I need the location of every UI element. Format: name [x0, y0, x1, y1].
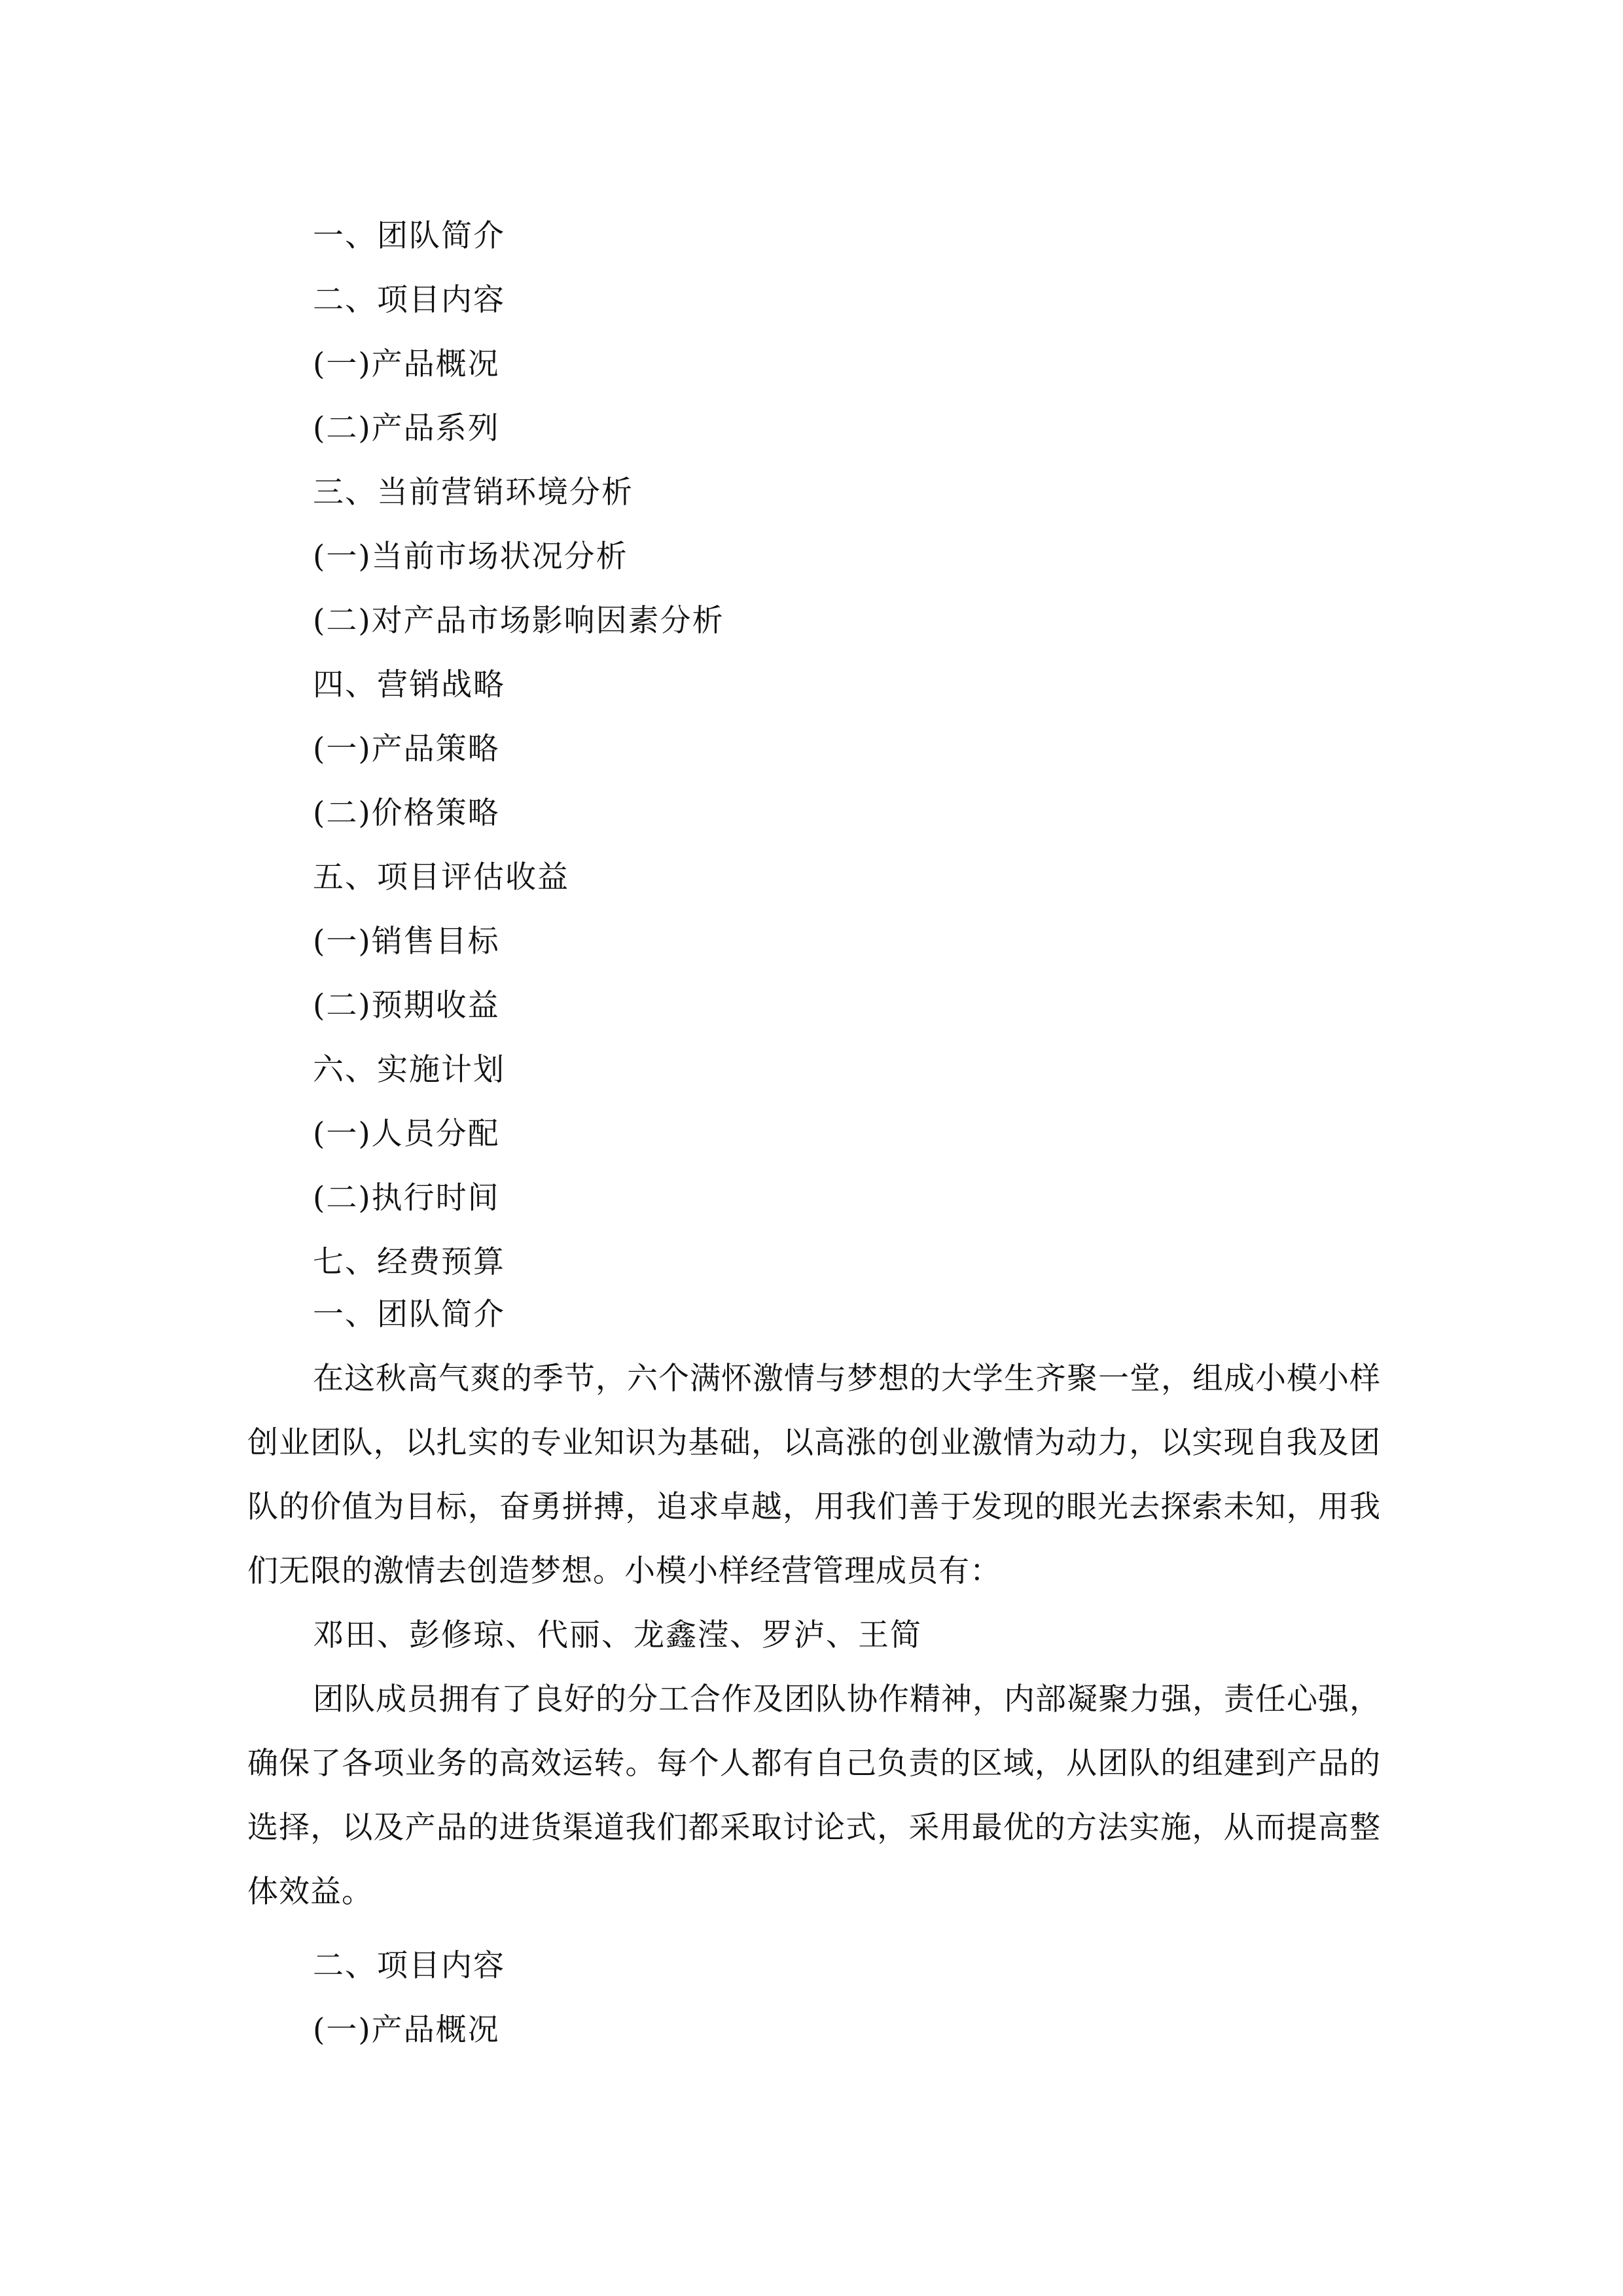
subsection-heading: (一)产品概况 — [313, 2012, 500, 2048]
section-heading: 一、团队简介 — [313, 1297, 505, 1333]
toc-item: 七、经费预算 — [313, 1244, 505, 1280]
toc-item: (一)产品策略 — [313, 731, 500, 767]
toc-item: (一)人员分配 — [313, 1116, 500, 1152]
toc-item: 一、团队简介 — [313, 218, 505, 254]
toc-item: (二)价格策略 — [313, 795, 500, 831]
toc-item: (二)预期收益 — [313, 988, 500, 1024]
section-heading: 二、项目内容 — [313, 1948, 505, 1984]
section-team-intro — [247, 1283, 1381, 1924]
table-of-contents — [313, 204, 1425, 1295]
toc-item: 四、营销战略 — [313, 667, 505, 703]
toc-item: (一)产品概况 — [313, 346, 500, 382]
section-project-content — [313, 1934, 1425, 2062]
toc-item: (二)对产品市场影响因素分析 — [313, 603, 724, 639]
toc-item: 六、实施计划 — [313, 1052, 505, 1088]
toc-item: (一)销售目标 — [313, 924, 500, 960]
teamwork-paragraph: 团队成员拥有了良好的分工合作及团队协作精神，内部凝聚力强，责任心强，确保了各项业务的高效运转。每个人都有自己负责的区域，从团队的组建到产品的选择，以及产品的进货渠道我们都采取讨论式，采用最优的方法实施，从而提高整体效益。 — [247, 1681, 1381, 1910]
toc-item: (二)产品系列 — [313, 410, 500, 446]
toc-item: 三、当前营销环境分析 — [313, 475, 633, 511]
team-members: 邓田、彭修琼、代丽、龙鑫滢、罗泸、王简 — [313, 1617, 922, 1653]
toc-item: 五、项目评估收益 — [313, 859, 569, 895]
team-intro-paragraph: 在这秋高气爽的季节，六个满怀激情与梦想的大学生齐聚一堂，组成小模小样创业团队，以扎实的专业知识为基础，以高涨的创业激情为动力，以实现自我及团队的价值为目标，奋勇拼搏，追求卓越，用我们善于发现的眼光去探索未知，用我们无限的激情去创造梦想。小模小样经营管理成员有： — [247, 1361, 1381, 1589]
toc-item: (二)执行时间 — [313, 1180, 500, 1216]
toc-item: (一)当前市场状况分析 — [313, 539, 628, 575]
toc-item: 二、项目内容 — [313, 282, 505, 318]
